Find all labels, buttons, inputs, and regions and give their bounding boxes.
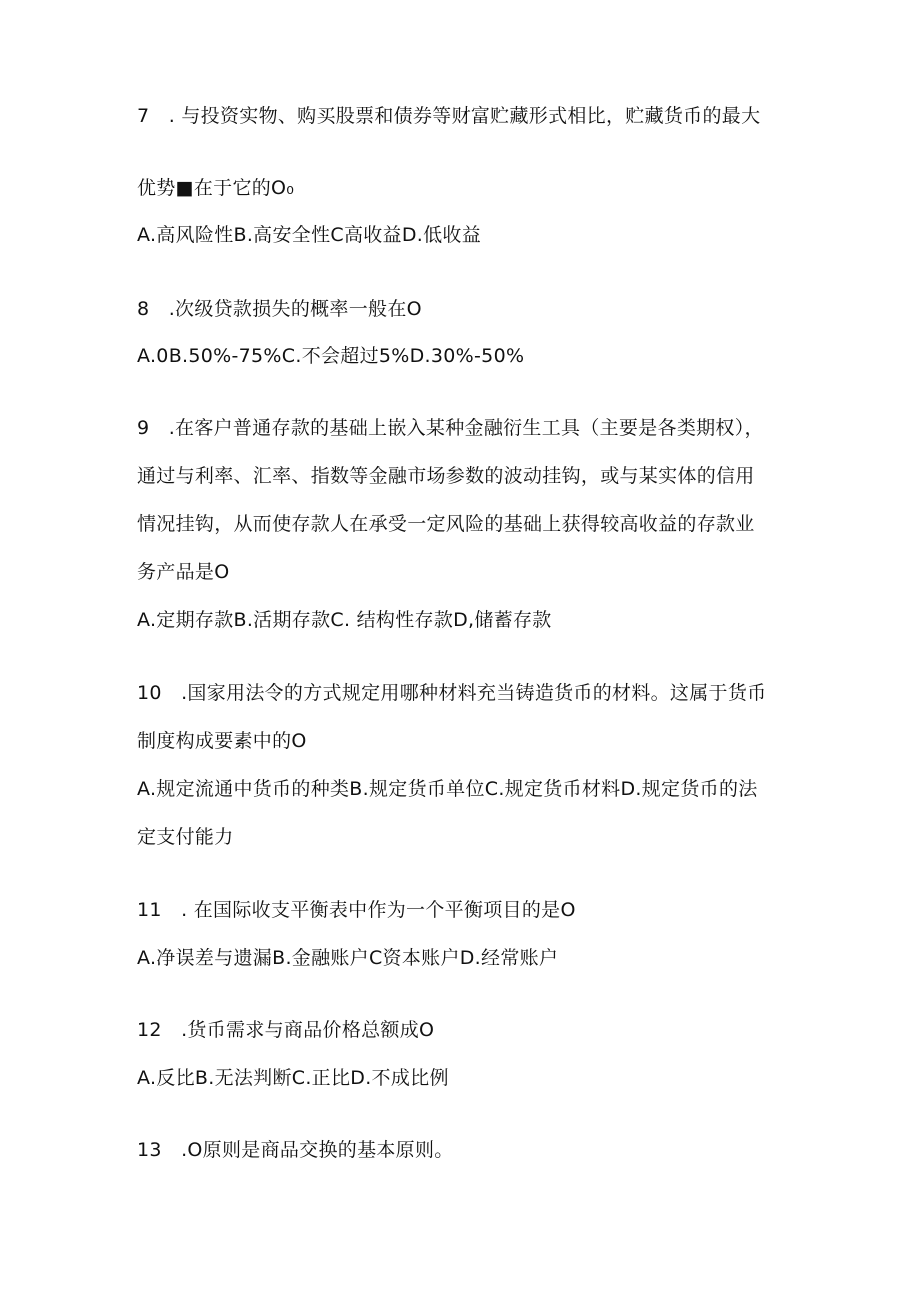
- question-8-options: A.0B.50%-75%C.不会超过5%D.30%-50%: [137, 345, 525, 367]
- question-11-stem: 11 . 在国际收支平衡表中作为一个平衡项目的是O: [137, 899, 576, 921]
- question-9-stem-line-3: 情况挂钩，从而使存款人在承受一定风险的基础上获得较高收益的存款业: [137, 513, 755, 535]
- question-9-stem-line-2: 通过与利率、汇率、指数等金融市场参数的波动挂钩，或与某实体的信用: [137, 465, 755, 487]
- question-12-options: A.反比B.无法判断C.正比D.不成比例: [137, 1067, 449, 1089]
- question-8-stem: 8 .次级贷款损失的概率一般在O: [137, 298, 422, 320]
- question-11-options: A.净误差与遗漏B.金融账户C资本账户D.经常账户: [137, 947, 559, 969]
- question-7-stem-line-1: 7 . 与投资实物、购买股票和债券等财富贮藏形式相比，贮藏货币的最大: [137, 105, 761, 127]
- question-9-stem-line-1: 9 .在客户普通存款的基础上嵌入某种金融衍生工具（主要是各类期权），: [137, 417, 764, 439]
- question-9-options: A.定期存款B.活期存款C. 结构性存款D,储蓄存款: [137, 609, 552, 631]
- question-10-options-line-1: A.规定流通中货币的种类B.规定货币单位C.规定货币材料D.规定货币的法: [137, 778, 758, 800]
- question-10-stem-line-1: 10 .国家用法令的方式规定用哪种材料充当铸造货币的材料。这属于货币: [137, 682, 767, 704]
- question-10-options-line-2: 定支付能力: [137, 826, 234, 848]
- question-7-options: A.高风险性B.高安全性C高收益D.低收益: [137, 224, 482, 246]
- question-12-stem: 12 .货币需求与商品价格总额成O: [137, 1019, 435, 1041]
- question-9-stem-line-4: 务产品是O: [137, 561, 230, 583]
- question-10-stem-line-2: 制度构成要素中的O: [137, 730, 307, 752]
- question-13-stem: 13 .O原则是商品交换的基本原则。: [137, 1139, 454, 1161]
- question-7-stem-line-2: 优势■在于它的O₀: [137, 177, 295, 199]
